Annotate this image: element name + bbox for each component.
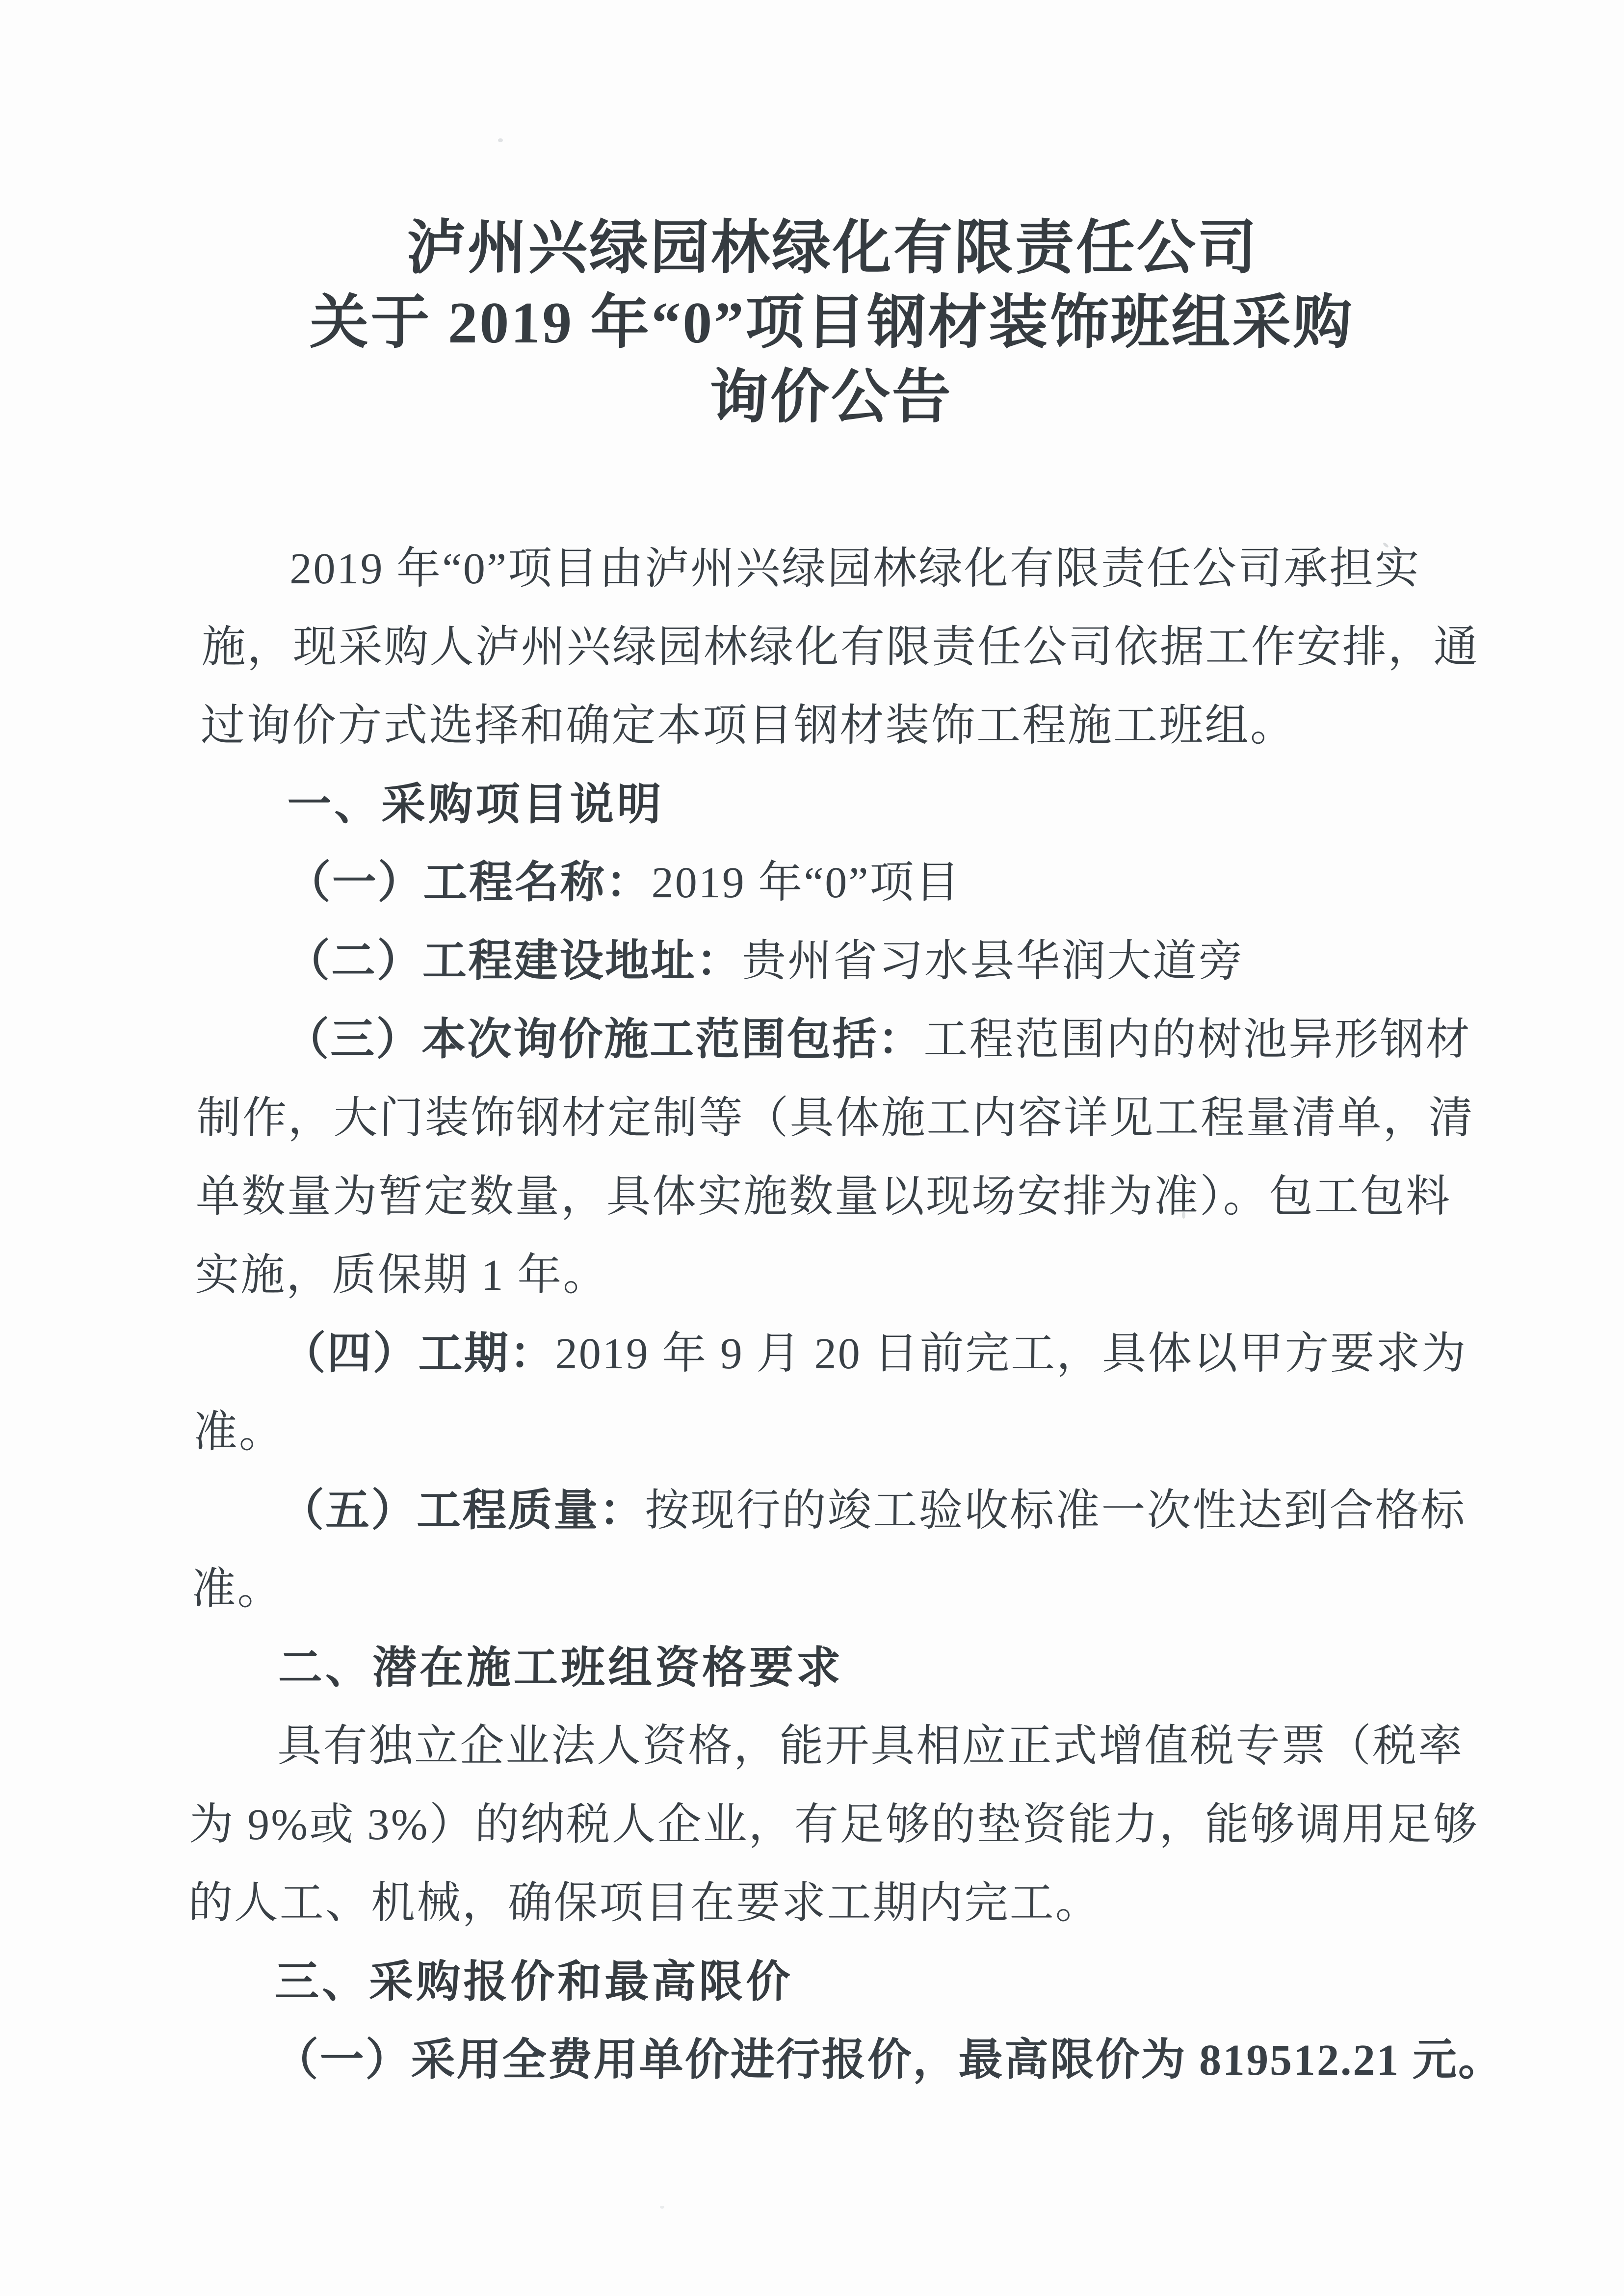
section1-item4-text: 2019 年 9 月 20 日前完工，具体以甲方要求为 [555,1330,1467,1378]
scan-speck [498,138,503,142]
section1-heading: 一、采购项目说明 [287,780,665,829]
section1-item4-line-1 [194,1315,1467,1393]
intro-line-3: 过询价方式选择和确定本项目钢材装饰工程施工班组。 [200,702,1296,750]
intro-line-1: 2019 年“0”项目由泸州兴绿园林绿化有限责任公司承担实 [289,545,1421,593]
section1-item1-label: （一）工程名称： [286,859,652,907]
section3-item1-line: （一）采用全费用单价进行报价，最高限价为 819512.21 元。 [274,2036,1504,2085]
section1-item5-text: 按现行的竣工验收标准一次性达到合格标 [644,1487,1467,1535]
title-line-2: 关于 2019 年“0”项目钢材装饰班组采购 [309,290,1354,355]
section1-item5-line-2: 准。 [191,1565,284,1614]
section1-item2-label: （二）工程建设地址： [285,937,742,986]
section1-item3-label: （三）本次询价施工范围包括： [284,1016,924,1064]
section2-line-1: 具有独立企业法人资格，能开具相应正式增值税专票（税率 [277,1722,1464,1771]
section1-item3-line-2: 制作，大门装饰钢材定制等（具体施工内容详见工程量清单，清 [196,1094,1475,1143]
section3-heading: 三、采购报价和最高限价 [274,1957,793,2007]
section1-item2-line [198,922,1452,1001]
scan-speck [1418,1501,1422,1505]
section1-item4-label: （四）工期： [281,1330,556,1378]
scan-speck [1182,1212,1185,1219]
section1-item3-text: 工程范围内的树池异形钢材 [923,1016,1471,1064]
section1-item5-line-1 [192,1472,1467,1550]
section2-heading: 二、潜在施工班组资格要求 [278,1644,844,1693]
section1-item3-line-3: 单数量为暂定数量，具体实施数量以现场安排为准）。包工包料 [195,1173,1452,1221]
document-title [204,211,1460,435]
section1-item3-line-1 [197,1001,1471,1079]
section1-item1-line [199,844,1453,922]
section1-item5-label: （五）工程质量： [279,1487,645,1535]
title-line-3: 询价公告 [708,365,953,430]
section1-item4-line-2: 准。 [193,1408,285,1457]
section2-line-3: 的人工、机械，确保项目在要求工期内完工。 [188,1879,1101,1928]
title-line-1: 泸州兴绿园林绿化有限责任公司 [406,215,1259,281]
section1-item2-text: 贵州省习水县华润大道旁 [741,937,1244,986]
section1-item3-line-4: 实施，质保期 1 年。 [194,1251,609,1300]
intro-line-2: 施，现采购人泸州兴绿园林绿化有限责任公司依据工作安排，通 [201,623,1480,672]
document-content [186,211,1504,2100]
section2-line-2: 为 9%或 3%）的纳税人企业，有足够的垫资能力，能够调用足够 [189,1800,1479,1849]
scan-speck [660,2206,664,2209]
document-body [186,530,1504,2100]
section1-item1-text: 2019 年“0”项目 [651,859,961,907]
